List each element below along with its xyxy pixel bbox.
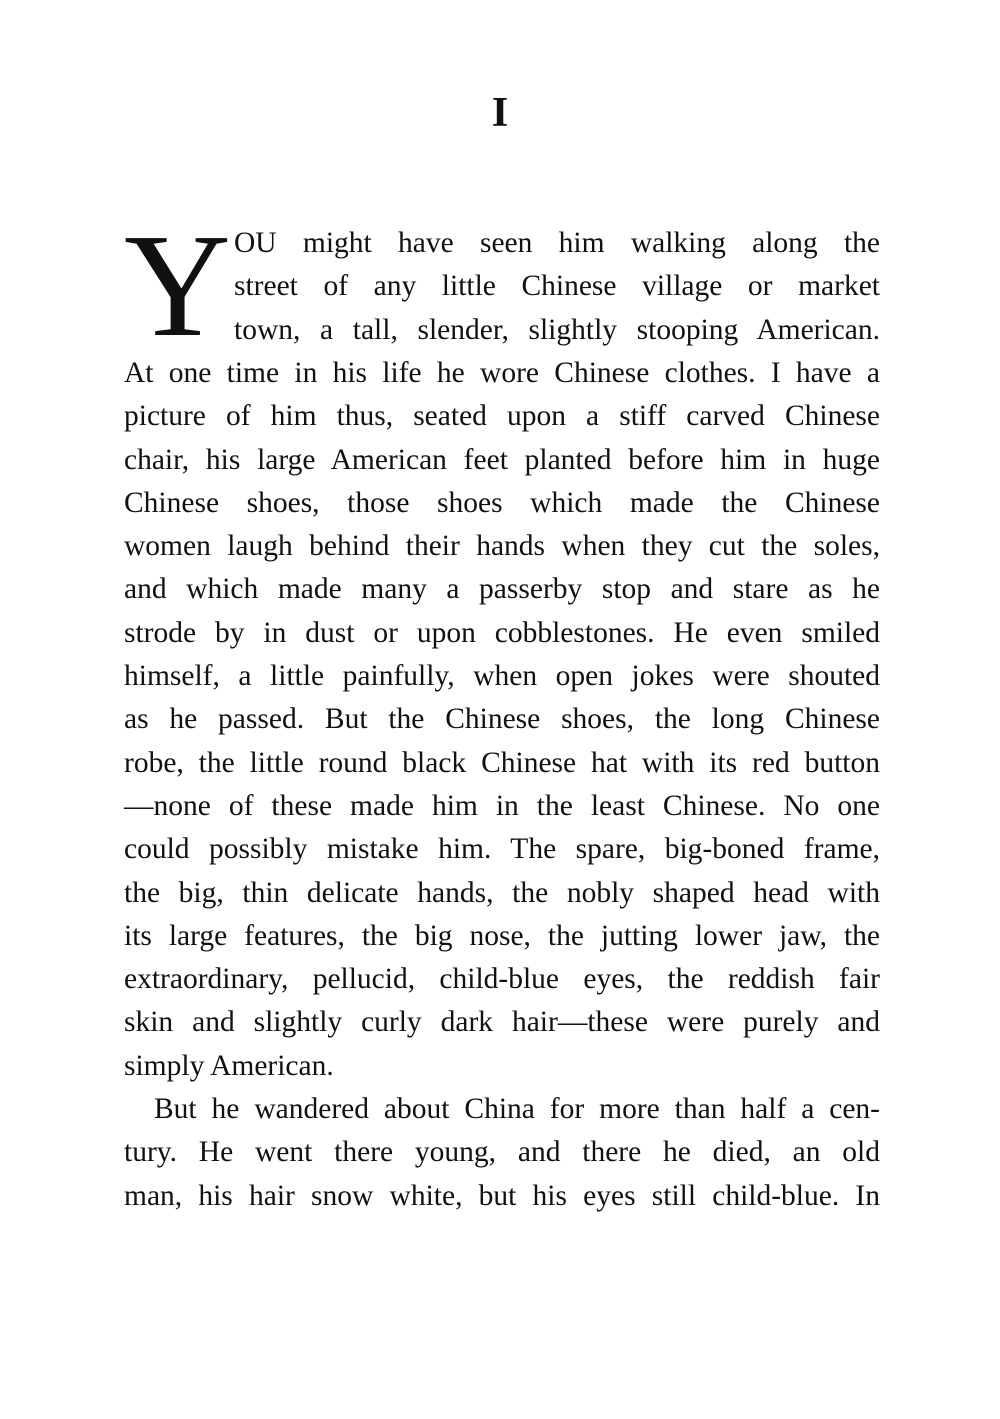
text-line: chair, his large American feet planted before him in huge: [124, 443, 880, 476]
text-line: could possibly mistake him. The spare, big-boned frame,: [124, 833, 880, 866]
text-line: simply American.: [124, 1049, 334, 1082]
text-line: Chinese shoes, those shoes which made the Chinese: [124, 486, 880, 519]
paragraph-1-body: [124, 352, 880, 1088]
drop-cap-letter: Y: [124, 204, 231, 368]
chapter-number: I: [491, 90, 509, 136]
drop-cap-section: [124, 204, 880, 368]
text-line: street of any little Chinese village or market: [234, 270, 880, 303]
text-line: town, a tall, slender, slightly stooping American.: [234, 313, 880, 346]
text-line: extraordinary, pellucid, child-blue eyes, the reddish fair: [124, 963, 880, 996]
text-line: tury. He went there young, and there he died, an old: [124, 1136, 880, 1169]
text-line: robe, the little round black Chinese hat with its red button: [124, 746, 880, 779]
text-line: himself, a little painfully, when open jokes were shouted: [124, 660, 880, 693]
text-line: At one time in his life he wore Chinese clothes. I have a: [124, 357, 880, 389]
text-line: skin and slightly curly dark hair—these were purely and: [124, 1006, 880, 1039]
text-line: man, his hair snow white, but his eyes still child-blue. In: [124, 1179, 880, 1212]
text-line: women laugh behind their hands when they cut the soles,: [124, 530, 880, 563]
drop-cap-lines: [234, 222, 880, 352]
paragraph-2: [124, 1088, 880, 1218]
text-line: picture of him thus, seated upon a stiff carved Chinese: [124, 400, 880, 433]
text-line: strode by in dust or upon cobblestones. He even smiled: [124, 616, 880, 649]
text-line: its large features, the big nose, the jutting lower jaw, the: [124, 919, 880, 952]
text-line: and which made many a passerby stop and stare as he: [124, 573, 880, 606]
text-line: —none of these made him in the least Chinese. No one: [124, 789, 880, 822]
text-line: the big, thin delicate hands, the nobly shaped head with: [124, 876, 880, 909]
text-line: as he passed. But the Chinese shoes, the long Chinese: [124, 703, 880, 736]
text-line: OU might have seen him walking along the: [234, 227, 880, 259]
text-line: But he wandered about China for more than half a cen-: [154, 1093, 880, 1126]
body-text: [124, 204, 880, 1218]
